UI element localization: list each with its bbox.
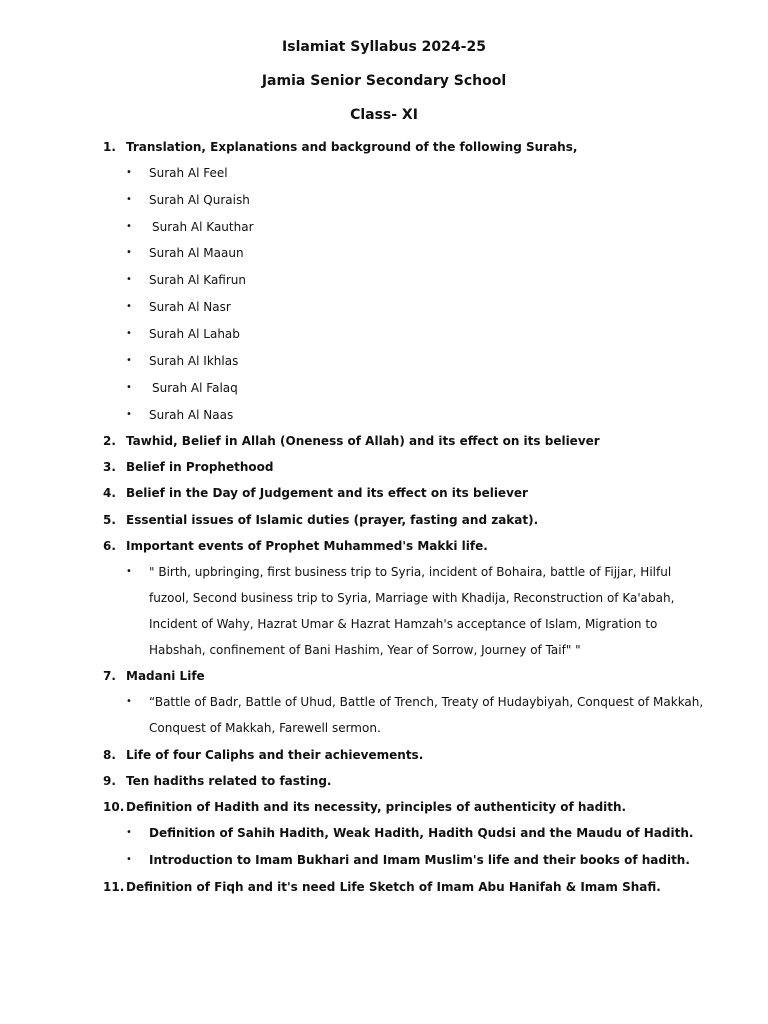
item-text: Tawhid, Belief in Allah (Oneness of Allah) and its effect on its believer bbox=[126, 434, 600, 448]
hadith-subtopic: Introduction to Imam Bukhari and Imam Muslim's life and their books of hadith. bbox=[149, 853, 690, 867]
item-number: 10. bbox=[103, 800, 125, 814]
item-text: Life of four Caliphs and their achievements. bbox=[126, 748, 424, 762]
bullet-icon: • bbox=[126, 194, 132, 205]
madani-life-events: “Battle of Badr, Battle of Uhud, Battle of Trench, Treaty of Hudaybiyah, Conquest of Makkah, Conquest of Makkah, Farewell sermon. bbox=[149, 695, 704, 735]
surah-name: Surah Al Nasr bbox=[149, 300, 231, 314]
surah-name: Surah Al Kafirun bbox=[149, 273, 247, 287]
item-number: 2. bbox=[103, 434, 116, 448]
bullet-icon: • bbox=[126, 221, 132, 232]
item-text: Essential issues of Islamic duties (prayer, fasting and zakat). bbox=[126, 513, 539, 527]
surah-name: Surah Al Naas bbox=[149, 408, 234, 422]
item-text: Ten hadiths related to fasting. bbox=[126, 774, 332, 788]
school-name: Jamia Senior Secondary School bbox=[261, 73, 507, 89]
hadith-subtopic: Definition of Sahih Hadith, Weak Hadith, Hadith Qudsi and the Maudu of Hadith. bbox=[149, 826, 694, 840]
bullet-icon: • bbox=[126, 566, 132, 577]
item-number: 3. bbox=[103, 460, 116, 474]
item-number: 11. bbox=[103, 880, 125, 894]
bullet-icon: • bbox=[126, 854, 132, 865]
bullet-icon: • bbox=[126, 696, 132, 707]
item-number: 1. bbox=[103, 140, 116, 154]
surah-name: Surah Al Lahab bbox=[149, 327, 240, 341]
makki-life-events: " Birth, upbringing, first business trip to Syria, incident of Bohaira, battle of Fijjar, Hilful fuzool, Second business trip to Syria, Marriage with Khadija, Reconstruction of Ka'abah, Incident of Wahy, Hazrat Umar & Hazrat Hamzah's acceptance of Islam, Migration to Habshah, confinement of Bani Hashim, Year of Sorrow, Journey of Taif" " bbox=[149, 565, 675, 657]
item-text: Belief in the Day of Judgement and its effect on its believer bbox=[126, 486, 528, 500]
item-text: Definition of Fiqh and it's need Life Sketch of Imam Abu Hanifah & Imam Shafi. bbox=[126, 880, 661, 894]
item-number: 6. bbox=[103, 539, 116, 553]
bullet-icon: • bbox=[126, 274, 132, 285]
bullet-icon: • bbox=[126, 301, 132, 312]
bullet-icon: • bbox=[126, 328, 132, 339]
item-number: 5. bbox=[103, 513, 116, 527]
surah-name: Surah Al Ikhlas bbox=[149, 354, 239, 368]
bullet-icon: • bbox=[126, 167, 132, 178]
item-number: 9. bbox=[103, 774, 116, 788]
item-number: 7. bbox=[103, 669, 116, 683]
item-text: Definition of Hadith and its necessity, principles of authenticity of hadith. bbox=[126, 800, 627, 814]
surah-name: Surah Al Feel bbox=[149, 166, 228, 180]
item-text: Important events of Prophet Muhammed's Makki life. bbox=[126, 539, 488, 553]
class-label: Class- XI bbox=[350, 107, 418, 123]
surah-name: Surah Al Kauthar bbox=[152, 220, 254, 234]
surah-name: Surah Al Maaun bbox=[149, 246, 244, 260]
item-text: Translation, Explanations and background of the following Surahs, bbox=[126, 140, 578, 154]
surah-name: Surah Al Quraish bbox=[149, 193, 250, 207]
bullet-icon: • bbox=[126, 409, 132, 420]
item-number: 8. bbox=[103, 748, 116, 762]
bullet-icon: • bbox=[126, 247, 132, 258]
item-text: Belief in Prophethood bbox=[126, 460, 274, 474]
surah-name: Surah Al Falaq bbox=[152, 381, 238, 395]
bullet-icon: • bbox=[126, 382, 132, 393]
bullet-icon: • bbox=[126, 355, 132, 366]
item-text: Madani Life bbox=[126, 669, 205, 683]
bullet-icon: • bbox=[126, 827, 132, 838]
item-number: 4. bbox=[103, 486, 116, 500]
syllabus-title: Islamiat Syllabus 2024-25 bbox=[282, 39, 486, 55]
